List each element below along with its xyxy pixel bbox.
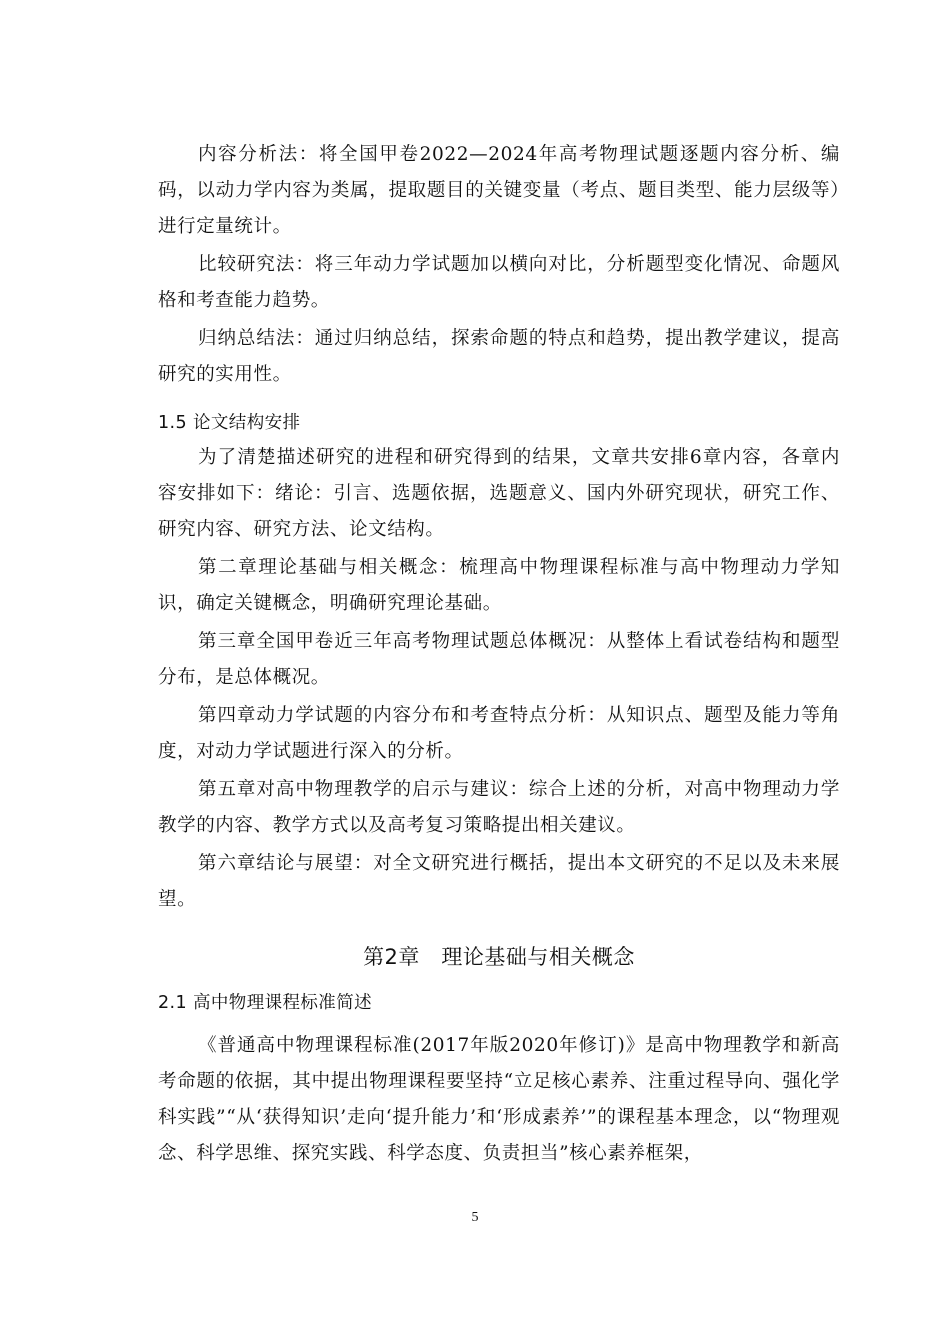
paragraph-chapter-4-summary: 第四章动力学试题的内容分布和考查特点分析：从知识点、题型及能力等角度，对动力学试题进行深入的分析。: [158, 705, 840, 762]
section-heading-2-1: 2.1 高中物理课程标准简述: [158, 993, 372, 1013]
paragraph-content-analysis: 内容分析法：将全国甲卷2022—2024年高考物理试题逐题内容分析、编码，以动力学内容为类属，提取题目的关键变量（考点、题目类型、能力层级等）进行定量统计。: [158, 144, 840, 237]
paragraph-structure-overview: 为了清楚描述研究的进程和研究得到的结果，文章共安排6章内容，各章内容安排如下：绪论：引言、选题依据，选题意义、国内外研究现状，研究工作、研究内容、研究方法、论文结构。: [158, 447, 840, 540]
paragraph-chapter-2-summary: 第二章理论基础与相关概念：梳理高中物理课程标准与高中物理动力学知识，确定关键概念，明确研究理论基础。: [158, 557, 840, 614]
paragraph-chapter-3-summary: 第三章全国甲卷近三年高考物理试题总体概况：从整体上看试卷结构和题型分布，是总体概况。: [158, 631, 840, 688]
paragraph-inductive-summary: 归纳总结法：通过归纳总结，探索命题的特点和趋势，提出教学建议，提高研究的实用性。: [158, 328, 840, 385]
paragraph-comparative-study: 比较研究法：将三年动力学试题加以横向对比，分析题型变化情况、命题风格和考查能力趋势。: [158, 254, 840, 311]
chapter-2-title: 第2章 理论基础与相关概念: [363, 945, 635, 969]
section-heading-1-5: 1.5 论文结构安排: [158, 413, 301, 433]
page-number: 5: [471, 1210, 479, 1225]
document-body: [158, 137, 840, 1172]
paragraph-curriculum-standard: 《普通高中物理课程标准(2017年版2020年修订)》是高中物理教学和新高考命题的依据，其中提出物理课程要坚持“立足核心素养、注重过程导向、强化学科实践”“从‘获得知识’走向‘提升能力’和‘形成素养’”的课程基本理念，以“物理观念、科学思维、探究实践、科学态度、负责担当”核心素养框架，: [158, 1035, 840, 1164]
paragraph-chapter-6-summary: 第六章结论与展望：对全文研究进行概括，提出本文研究的不足以及未来展望。: [158, 853, 840, 910]
paragraph-chapter-5-summary: 第五章对高中物理教学的启示与建议：综合上述的分析，对高中物理动力学教学的内容、教学方式以及高考复习策略提出相关建议。: [158, 779, 840, 836]
